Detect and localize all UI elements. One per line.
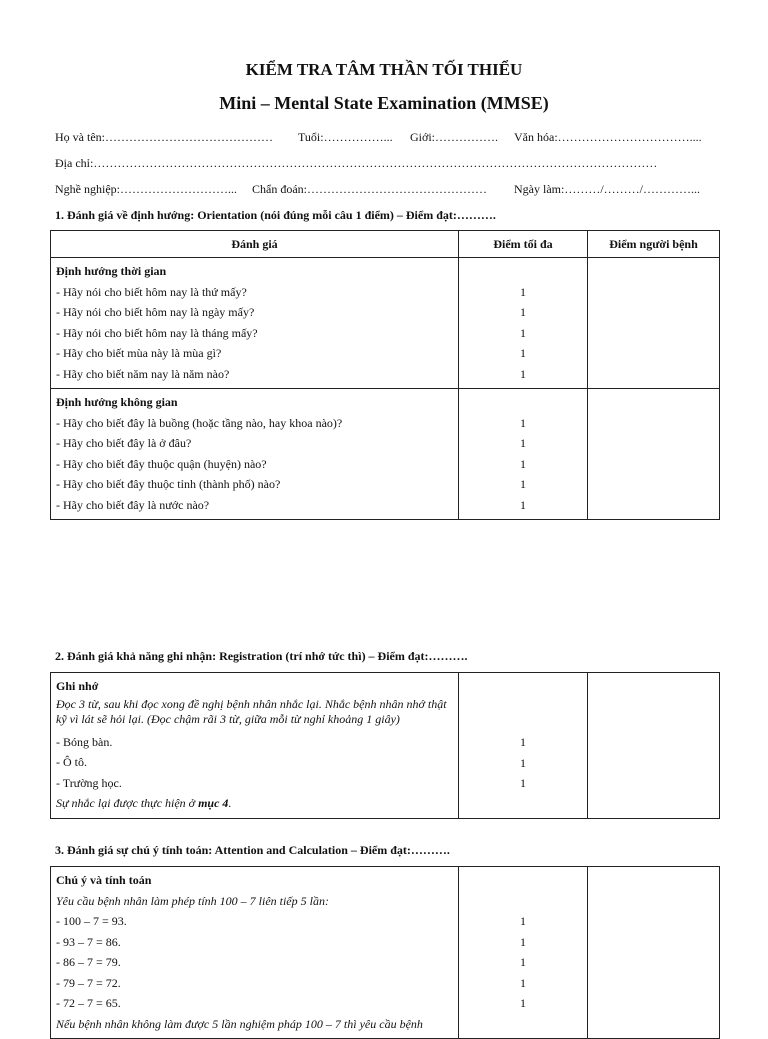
section-1-heading: 1. Đánh giá về định hướng: Orientation (nói đúng mỗi câu 1 điểm) – Điểm đạt:……….	[55, 208, 496, 222]
attention-instruction: Yêu cầu bệnh nhân làm phép tính 100 – 7 liên tiếp 5 lần:	[56, 893, 329, 908]
section-3-heading: 3. Đánh giá sự chú ý tính toán: Attention and Calculation – Điểm đạt:……….	[55, 843, 450, 857]
patient-score-cell[interactable]	[588, 673, 720, 819]
question-item: - Hãy cho biết đây là ở đâu?	[56, 436, 192, 450]
max-score: 1	[520, 436, 526, 450]
max-score: 1	[520, 305, 526, 319]
registration-note: Sự nhắc lại được thực hiện ở mục 4.	[56, 796, 232, 810]
calc-item: - 93 – 7 = 86.	[56, 934, 121, 949]
max-score: 1	[520, 346, 526, 360]
question-item: - Hãy cho biết đây là nước nào?	[56, 497, 210, 512]
field-name: Họ và tên:……………………………………	[55, 130, 273, 144]
field-job: Nghề nghiệp:………………………...	[55, 182, 237, 196]
question-item: - Hãy cho biết đây thuộc quận (huyện) nào?	[56, 456, 267, 471]
max-score: 1	[520, 415, 526, 430]
field-sex: Giới:…………….	[410, 130, 499, 144]
question-item: - Hãy nói cho biết hôm nay là thứ mấy?	[56, 284, 247, 299]
max-score: 1	[520, 934, 526, 949]
question-item: - Hãy nói cho biết hôm nay là tháng mấy?	[56, 325, 258, 340]
field-age: Tuổi:……………...	[298, 130, 393, 144]
max-score: 1	[520, 497, 526, 512]
question-item: - Hãy cho biết đây thuộc tỉnh (thành phố) nào?	[56, 477, 281, 491]
time-orientation-title: Định hướng thời gian	[56, 264, 167, 278]
col-header-assessment: Đánh giá	[51, 231, 459, 258]
max-score: 1	[520, 325, 526, 340]
max-score: 1	[520, 755, 526, 770]
table-row	[51, 867, 720, 1039]
question-item: - Hãy cho biết mùa này là mùa gì?	[56, 346, 222, 360]
patient-score-cell[interactable]	[588, 258, 720, 389]
table-row	[51, 258, 720, 389]
max-score: 1	[520, 284, 526, 299]
section-2-heading: 2. Đánh giá khả năng ghi nhận: Registration (trí nhớ tức thì) – Điểm đạt:……….	[55, 649, 468, 663]
space-orientation-title: Định hướng không gian	[56, 395, 178, 409]
attention-table	[50, 866, 720, 1039]
max-score: 1	[520, 735, 526, 749]
title-vietnamese: KIỂM TRA TÂM THẦN TỐI THIỂU	[245, 60, 523, 79]
attention-title: Chú ý và tính toán	[56, 873, 152, 887]
orientation-table	[50, 230, 720, 520]
word-item: - Ô tô.	[56, 755, 87, 769]
calc-item: - 72 – 7 = 65.	[56, 996, 121, 1010]
field-education: Văn hóa:……………………………....	[514, 130, 702, 144]
attention-note: Nếu bệnh nhân không làm được 5 lần nghiệm pháp 100 – 7 thì yêu cầu bệnh	[56, 1016, 423, 1031]
registration-instruction: Đọc 3 từ, sau khi đọc xong đề nghị bệnh nhân nhắc lại. Nhắc bệnh nhân nhớ thật kỹ vì lát sẽ hỏi lại. (Đọc chậm rãi 3 từ, giữa mỗi từ nghỉ khoảng 1 giây)	[56, 696, 447, 726]
table-row	[51, 389, 720, 520]
question-item: - Hãy nói cho biết hôm nay là ngày mấy?	[56, 305, 255, 319]
table-header-row	[51, 231, 720, 258]
question-item: - Hãy cho biết năm nay là năm nào?	[56, 366, 230, 381]
max-score: 1	[520, 477, 526, 491]
table-row	[51, 673, 720, 819]
question-item: - Hãy cho biết đây là buồng (hoặc tầng nào, hay khoa nào)?	[56, 415, 343, 430]
max-score: 1	[520, 975, 526, 990]
field-diagnosis: Chẩn đoán:………………………………………	[252, 182, 487, 196]
calc-item: - 100 – 7 = 93.	[56, 914, 127, 928]
col-header-max-score: Điểm tối đa	[459, 231, 588, 258]
max-score: 1	[520, 366, 526, 381]
patient-score-cell[interactable]	[588, 389, 720, 520]
col-header-patient-score: Điểm người bệnh	[588, 231, 720, 258]
max-score: 1	[520, 776, 526, 790]
title-english: Mini – Mental State Examination (MMSE)	[219, 93, 549, 113]
registration-title: Ghi nhớ	[56, 679, 99, 693]
registration-table	[50, 672, 720, 819]
max-score: 1	[520, 996, 526, 1010]
max-score: 1	[520, 914, 526, 928]
calc-item: - 86 – 7 = 79.	[56, 955, 121, 969]
max-score: 1	[520, 456, 526, 471]
patient-score-cell[interactable]	[588, 867, 720, 1039]
max-score: 1	[520, 955, 526, 969]
field-address: Địa chỉ:……………………………………………………………………………………………………………………………	[55, 156, 658, 170]
word-item: - Trường học.	[56, 775, 122, 790]
calc-item: - 79 – 7 = 72.	[56, 975, 121, 990]
word-item: - Bóng bàn.	[56, 734, 113, 749]
field-date: Ngày làm:………/………/…………...	[514, 182, 700, 196]
